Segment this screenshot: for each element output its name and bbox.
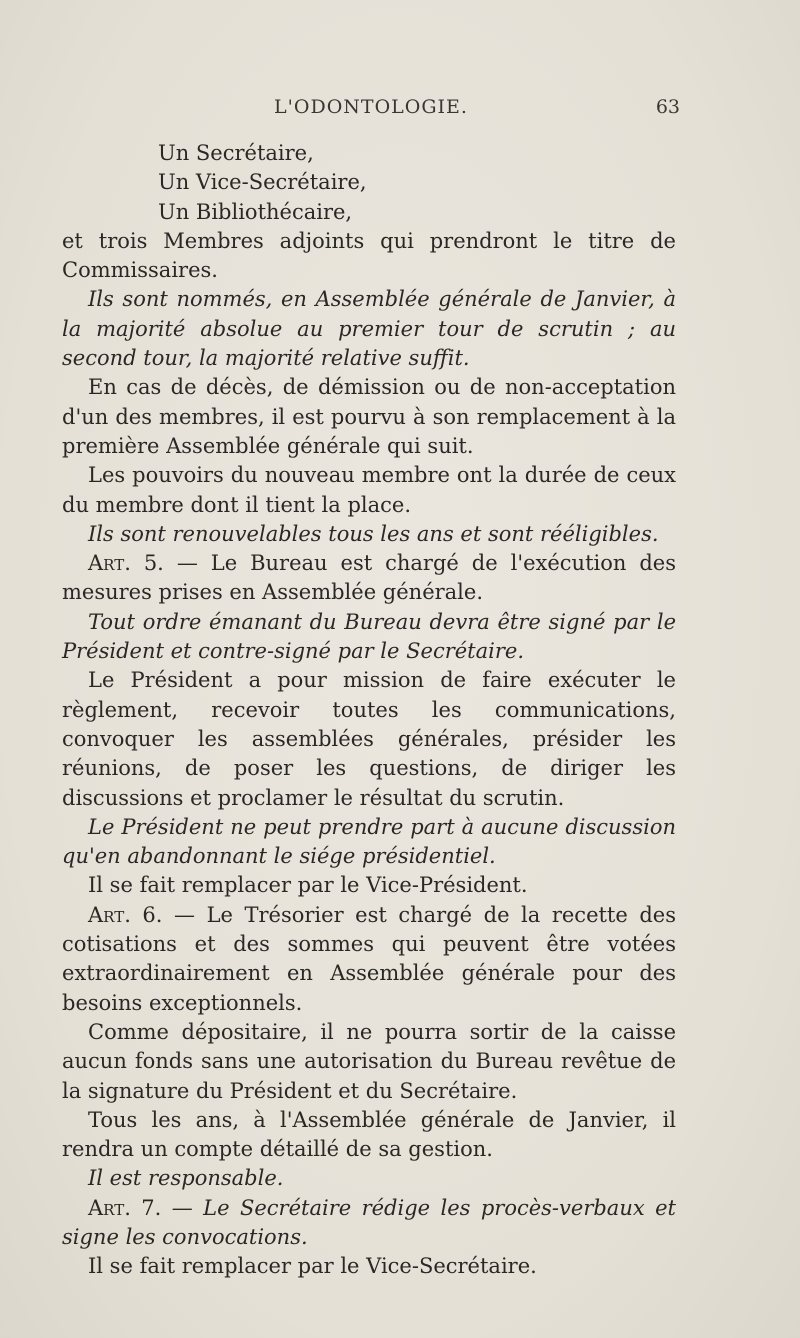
running-head: L'ODONTOLOGIE.: [274, 96, 468, 118]
paragraph-election-rule: Ils sont nommés, en Assemblée générale de Janvier, à la majorité absolue au premier tour de scrutin ; au second tour, la majorité relative suffit.: [62, 287, 676, 371]
article-6-label: Art. 6.: [88, 902, 163, 927]
paragraph-depositaire: Comme dépositaire, il ne pourra sortir de la caisse aucun fonds sans une autorisation du Bureau revêtue de la signature du Président et du Secrétaire.: [62, 1019, 676, 1103]
list-item-bibliothecaire: Un Bibliothécaire,: [158, 199, 353, 224]
paragraph-responsable: Il est responsable.: [88, 1166, 284, 1191]
page-header: [62, 96, 680, 126]
paragraph-vice-secretaire: Il se fait remplacer par le Vice-Secrétaire.: [88, 1254, 537, 1279]
paragraph-article-7: [62, 1194, 676, 1253]
paragraph-renewal: Ils sont renouvelables tous les ans et sont rééligibles.: [88, 521, 659, 546]
paragraph-article-6: [62, 901, 676, 1018]
paragraph-president-mission: Le Président a pour mission de faire exécuter le règlement, recevoir toutes les communications, convoquer les assemblées générales, présider les réunions, de poser les questions, de diriger les discussions et proclamer le résultat du scrutin.: [62, 668, 676, 810]
paragraph-annual-report: Tous les ans, à l'Assemblée générale de Janvier, il rendra un compte détaillé de sa gestion.: [62, 1107, 676, 1162]
paragraph-membres-adjoints: et trois Membres adjoints qui prendront le titre de Commissaires.: [62, 228, 676, 283]
paragraph-article-5: [62, 549, 676, 608]
paragraph-vice-president: Il se fait remplacer par le Vice-Président.: [88, 873, 528, 898]
paragraph-signature-rule: Tout ordre émanant du Bureau devra être signé par le Président et contre-signé par le Secrétaire.: [62, 609, 676, 664]
paragraph-mandate-duration: Les pouvoirs du nouveau membre ont la durée de ceux du membre dont il tient la place.: [62, 463, 676, 517]
list-item-secretaire: Un Secrétaire,: [158, 141, 314, 165]
page-number: 63: [655, 96, 680, 118]
paragraph-president-discussion: Le Président ne peut prendre part à aucune discussion qu'en abandonnant le siége présidentiel.: [62, 814, 676, 869]
article-6-text: — Le Trésorier est chargé de la recette des cotisations et des sommes qui peuvent être votées extraordinairement en Assemblée générale pour des besoins exceptionnels.: [62, 902, 676, 1015]
paragraph-vacancy: En cas de décès, de démission ou de non-acceptation d'un des membres, il est pourvu à son remplacement à la première Assemblée générale qui suit.: [62, 375, 676, 458]
article-5-text: — Le Bureau est chargé de l'exécution des mesures prises en Assemblée générale.: [62, 551, 676, 605]
list-item-vice-secretaire: Un Vice-Secrétaire,: [158, 170, 367, 195]
article-7-label: Art. 7.: [88, 1195, 162, 1220]
article-7-text: — Le Secrétaire rédige les procès-verbaux et signe les convocations.: [62, 1195, 676, 1249]
body-text: [62, 139, 676, 1282]
article-5-label: Art. 5.: [88, 551, 164, 576]
